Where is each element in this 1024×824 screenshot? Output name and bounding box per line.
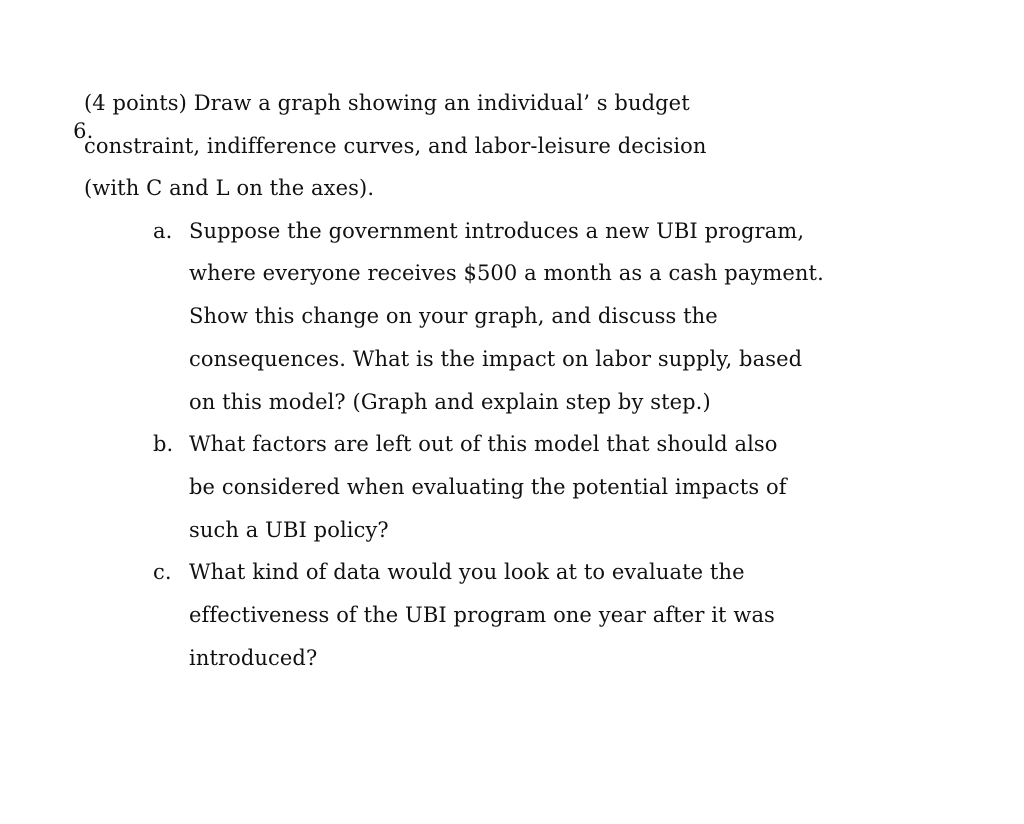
part-b-label: b. [153, 432, 174, 456]
part-a-line-4: consequences. What is the impact on labor supply, based [189, 347, 803, 371]
part-b-line-3: such a UBI policy? [189, 518, 389, 542]
question-line-2: constraint, indifference curves, and labor-leisure decision [84, 134, 707, 158]
part-c-line-2: effectiveness of the UBI program one year after it was [189, 603, 775, 627]
part-a-line-5: on this model? (Graph and explain step by step.) [189, 390, 711, 414]
part-a-line-2: where everyone receives $500 a month as a cash payment. [189, 261, 824, 285]
part-a-line-1: Suppose the government introduces a new UBI program, [189, 219, 805, 243]
part-b-line-1: What factors are left out of this model that should also [189, 432, 778, 456]
question-line-1: (4 points) Draw a graph showing an individual’ s budget [84, 91, 690, 115]
part-a-line-3: Show this change on your graph, and discuss the [189, 304, 718, 328]
part-b-line-2: be considered when evaluating the potential impacts of [189, 475, 787, 499]
part-c-line-3: introduced? [189, 646, 318, 670]
part-a-label: a. [153, 219, 173, 243]
question-number: 6. [73, 119, 94, 143]
part-c-label: c. [153, 560, 172, 584]
question-line-3: (with C and L on the axes). [84, 176, 375, 200]
part-c-line-1: What kind of data would you look at to evaluate the [189, 560, 745, 584]
